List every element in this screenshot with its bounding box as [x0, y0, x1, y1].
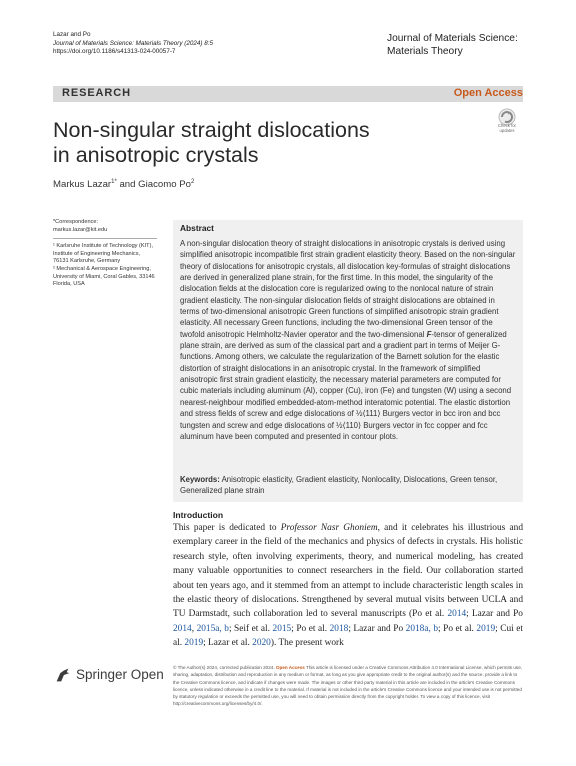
author-separator: and — [116, 179, 139, 191]
article-title — [53, 118, 370, 167]
open-access-label: Open Access — [453, 87, 523, 99]
copyright-open-access: Open Access — [275, 665, 305, 670]
author-affiliation-mark: 2 — [190, 179, 195, 185]
running-header — [53, 31, 213, 57]
title-line2: in anisotropic crystals — [53, 142, 259, 167]
header-journal-cite: Journal of Materials Science: Materials Theory (2024) 8:5 — [53, 39, 213, 47]
citation-link[interactable]: 2018 — [329, 623, 349, 634]
check-updates-line1: Check for — [498, 123, 516, 128]
abstract-text — [180, 238, 516, 442]
header-authors: Lazar and Po — [53, 31, 91, 38]
affiliation-2: ² Mechanical & Aerospace Engineering, University of Miami, Coral Gables, 33146 Florida, USA — [53, 265, 155, 288]
header-doi[interactable]: https://doi.org/10.1186/s41313-024-00057-7 — [53, 48, 176, 56]
intro-text: , — [191, 623, 197, 634]
intro-text: ; Po et al. — [291, 623, 330, 634]
author-affiliation-mark: 1* — [111, 179, 117, 185]
citation-link[interactable]: 2014 — [173, 623, 192, 634]
abstract-text-part: -tensor of generalized plane strain, are derived as sum of the classical part and a gradient part in terms of Meijer G-functions. Among others, we calculate the regularization of the Barnett solution for the elastic distortion of straight dislocations in an anisotropic crystal. In the framework of simplified anisotropic first strain gradient elasticity, the necessary material parameters are computed for cubic materials including aluminum (Al), copper (Cu), iron (Fe) and tungsten (W) using a second nearest-neighbour modified embedded-atom-method interatomic potential. The elastic distortion and stress fields of screw and edge dislocations of ½⟨111⟩ Burgers vector in bcc iron and bcc tungsten and screw and edge dislocations of ½⟨110⟩ Burgers vector in fcc copper and fcc aluminum have been computed and presented in contour plots. — [180, 329, 512, 441]
springer-horse-icon — [53, 664, 73, 686]
introduction-paragraph — [173, 521, 523, 651]
check-updates-line2: updates — [499, 128, 515, 133]
abstract-heading: Abstract — [180, 223, 214, 233]
intro-text: ; Po et al. — [438, 623, 477, 634]
journal-name — [387, 33, 518, 58]
intro-text: ; Cui et al. — [173, 623, 524, 649]
citation-link[interactable]: 2014 — [447, 609, 467, 620]
intro-text: This paper is dedicated to — [173, 523, 281, 533]
abstract-f-symbol: F — [426, 329, 432, 339]
affiliation-1: ¹ Karlsruhe Institute of Technology (KIT), Institute of Engineering Mechanics, 76131 Karlsruhe, Germany — [53, 243, 154, 265]
intro-text: ). The present work — [270, 638, 344, 649]
journal-name-line1: Journal of Materials Science: — [387, 33, 518, 44]
correspondence-label: *Correspondence: — [53, 219, 99, 225]
sidebar-divider — [53, 238, 157, 239]
springer-open-logo-text: Springer Open — [76, 667, 164, 682]
author-name[interactable]: Markus Lazar — [53, 179, 112, 191]
intro-text: ; Lazar and Po — [348, 623, 406, 634]
citation-link[interactable]: 2019 — [476, 623, 496, 634]
citation-link[interactable]: 2018a, b — [405, 623, 439, 634]
section-heading-introduction: Introduction — [173, 510, 224, 520]
abstract-text-part: A non-singular dislocation theory of straight dislocations in anisotropic crystals is derived using simplified anisotropic incompatible first strain gradient elasticity theory. Based on the non-singular theory of dislocations for anisotropic crystals, all dislocation key-formulas of straight dislocations are derived in generalized plane strain, for the first time. In this model, the singularity of the dislocation fields at the dislocation core is regularized owing to the nonlocal nature of strain gradient elasticity. The non-singular dislocation fields of straight dislocations are obtained in terms of two-dimensional anisotropic Green functions of simplified anisotropic strain gradient elasticity. All necessary Green functions, including the two-dimensional Green tensor of the twofold anisotropic Helmholtz-Navier operator and the two-dimensional — [180, 239, 516, 339]
citation-link[interactable]: 2015 — [272, 623, 292, 634]
intro-text: ; Lazar and Po — [466, 609, 523, 620]
copyright-text: This article is licensed under a Creative Commons Attribution 4.0 International License, which permits use, sharing, adaptation, distribution and reproduction in any medium or format, as long as you give appropriate credit to the original author(s) and the source, provide a link to the Creative Commons licence, and indicate if changes were made. The images or other third party material in this article are included in the article's Creative Commons licence, unless indicated otherwise in a credit line to the material. If material is not included in the article's Creative Commons licence and your intended use is not permitted by statutory regulation or exceeds the permitted use, you will need to obtain permission directly from the copyright holder. To view a copy of this licence, visit http://creativecommons.org/licenses/by/4.0/. — [173, 665, 523, 707]
keywords-label: Keywords: — [180, 475, 220, 484]
article-type-label: RESEARCH — [62, 87, 131, 99]
intro-dedication-name: Professor Nasr Ghoniem — [280, 523, 378, 533]
citation-link[interactable]: 2015a, b — [196, 623, 229, 634]
author-name[interactable]: Giacomo Po — [138, 179, 191, 191]
copyright-text: © The Author(s) 2024, corrected publication 2024. — [173, 665, 276, 670]
article-type-bar — [53, 86, 523, 102]
author-list — [53, 179, 194, 190]
keywords-list: Anisotropic elasticity, Gradient elasticity, Nonlocality, Dislocations, Green tensor, Generalized plane strain — [180, 475, 498, 495]
affiliations-sidebar — [53, 219, 157, 289]
citation-link[interactable]: 2019 — [184, 638, 204, 649]
intro-text: , and it celebrates his illustrious and exemplary career in the field of the mechanics and physics of defects in crystals. His holistic research style, often involving experiments, theory, and numerical modeling, has created many valuable opportunities to connect researchers in the field. Our collaboration started about ten years ago, and it stemmed from an attempt to include characteristic length scales in the elastic theory of dislocations. Strengthened by several mutual visits between UCLA and TU Darmstadt, such collaboration led to several manuscripts (Po et al. — [173, 523, 523, 620]
intro-text: ; Lazar et al. — [203, 638, 253, 649]
intro-text: ; Seif et al. — [228, 623, 273, 634]
citation-link[interactable]: 2020 — [252, 638, 271, 649]
correspondence-email[interactable]: markus.lazar@kit.edu — [53, 226, 108, 233]
journal-name-line2: Materials Theory — [387, 45, 463, 57]
copyright-notice — [173, 664, 523, 708]
keywords — [180, 474, 518, 496]
title-line1: Non-singular straight dislocations — [53, 118, 370, 142]
check-for-updates-label[interactable] — [489, 123, 525, 133]
